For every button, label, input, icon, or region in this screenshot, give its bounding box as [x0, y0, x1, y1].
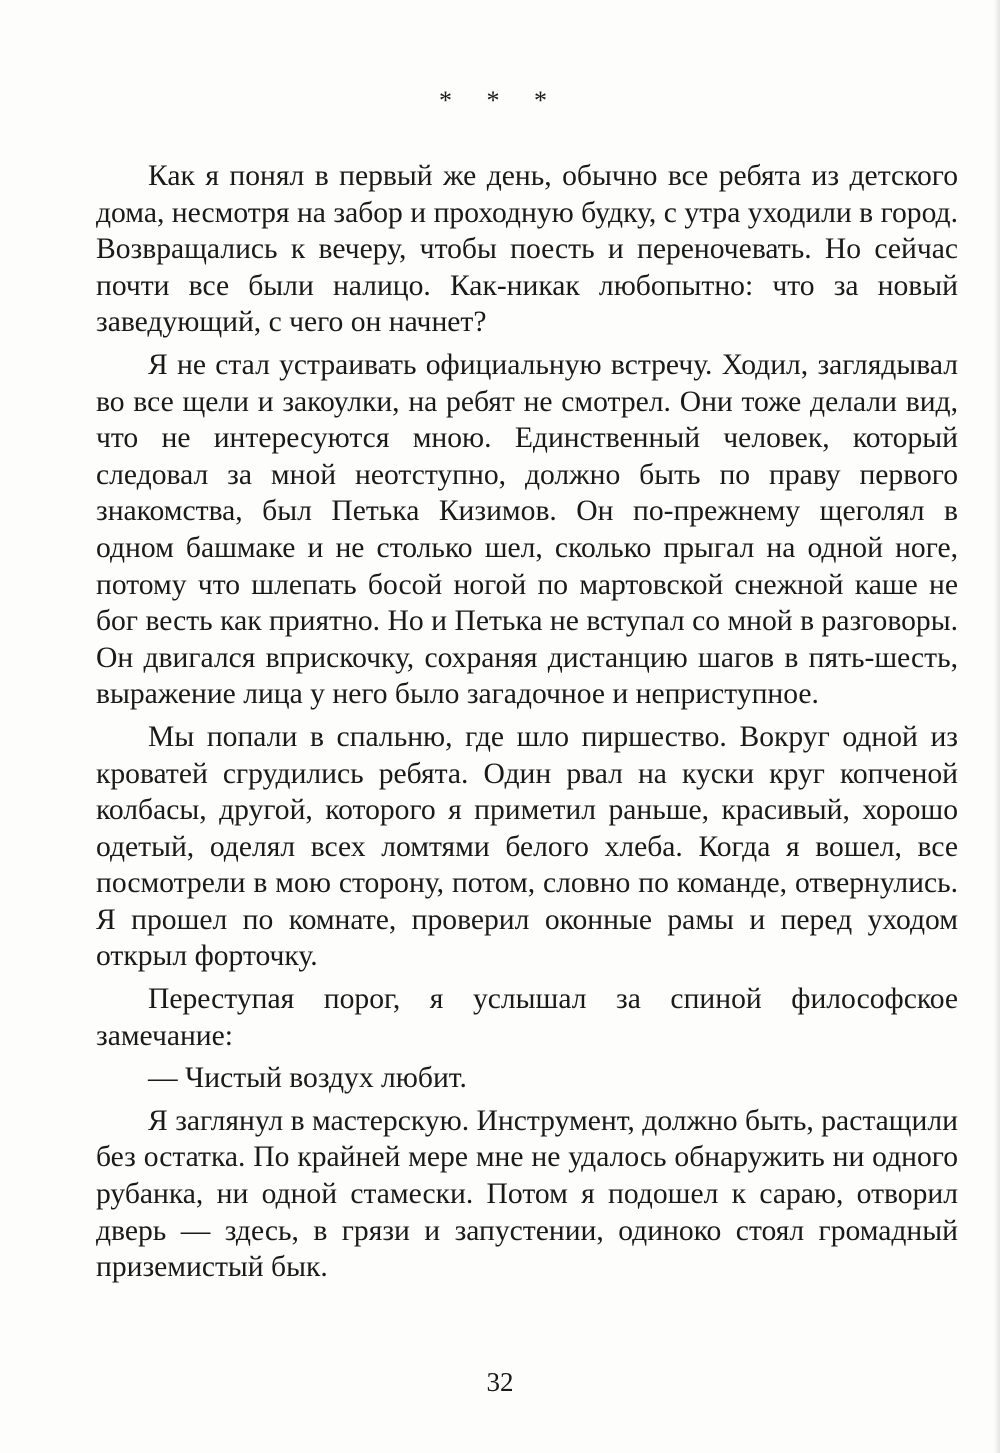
paragraph-5-dialogue: — Чистый воздух любит. — [148, 1062, 467, 1095]
paragraph-6: Я заглянул в мастерскую. Инструмент, должно быть, растащили без остатка. По крайней мере мне не удалось обнаружить ни одного рубанка, ни одной стамески. Потом я подошел к сараю, отворил дверь — здесь, в грязи и запустении, одиноко стоял громадный приземистый бык. — [96, 1104, 958, 1284]
section-separator: * * * — [439, 86, 561, 115]
paragraph-2: Я не стал устраивать официальную встречу. Ходил, заглядывал во все щели и закоулки, на ребят не смотрел. Они тоже делали вид, что не интересуются мною. Единственный человек, который следовал за мной неотступно, должно быть по праву первого знакомства, был Петька Кизимов. Он по-прежнему щеголял в одном башмаке и не столько шел, сколько прыгал на одной ноге, потому что шлепать босой ногой по мартовской снежной каше не бог весть как приятно. Но и Петька не вступал со мной в разговоры. Он двигался вприскочку, сохраняя дистанцию шагов в пять-шесть, выражение лица у него было загадочное и неприступное. — [96, 348, 958, 711]
page-number: 32 — [486, 1367, 514, 1397]
page-edge-shadow — [994, 0, 1000, 1453]
paragraph-3: Мы попали в спальню, где шло пиршество. Вокруг одной из кроватей сгрудились ребята. Один рвал на куски круг копченой колбасы, другой, которого я приметил раньше, красивый, хорошо одетый, оделял всех ломтями белого хлеба. Когда я вошел, все посмотрели в мою сторону, потом, словно по команде, отвернулись. Я прошел по комнате, проверил оконные рамы и перед уходом открыл форточку. — [96, 720, 958, 973]
body-text — [96, 158, 958, 1292]
paragraph-1: Как я понял в первый же день, обычно все ребята из детского дома, несмотря на забор и проходную будку, с утра уходили в город. Возвращались к вечеру, чтобы поесть и переночевать. Но сейчас почти все были налицо. Как-никак любопытно: что за новый заведующий, с чего он начнет? — [96, 160, 958, 339]
paragraph-4: Переступая порог, я услышал за спиной философское замечание: — [96, 983, 958, 1052]
